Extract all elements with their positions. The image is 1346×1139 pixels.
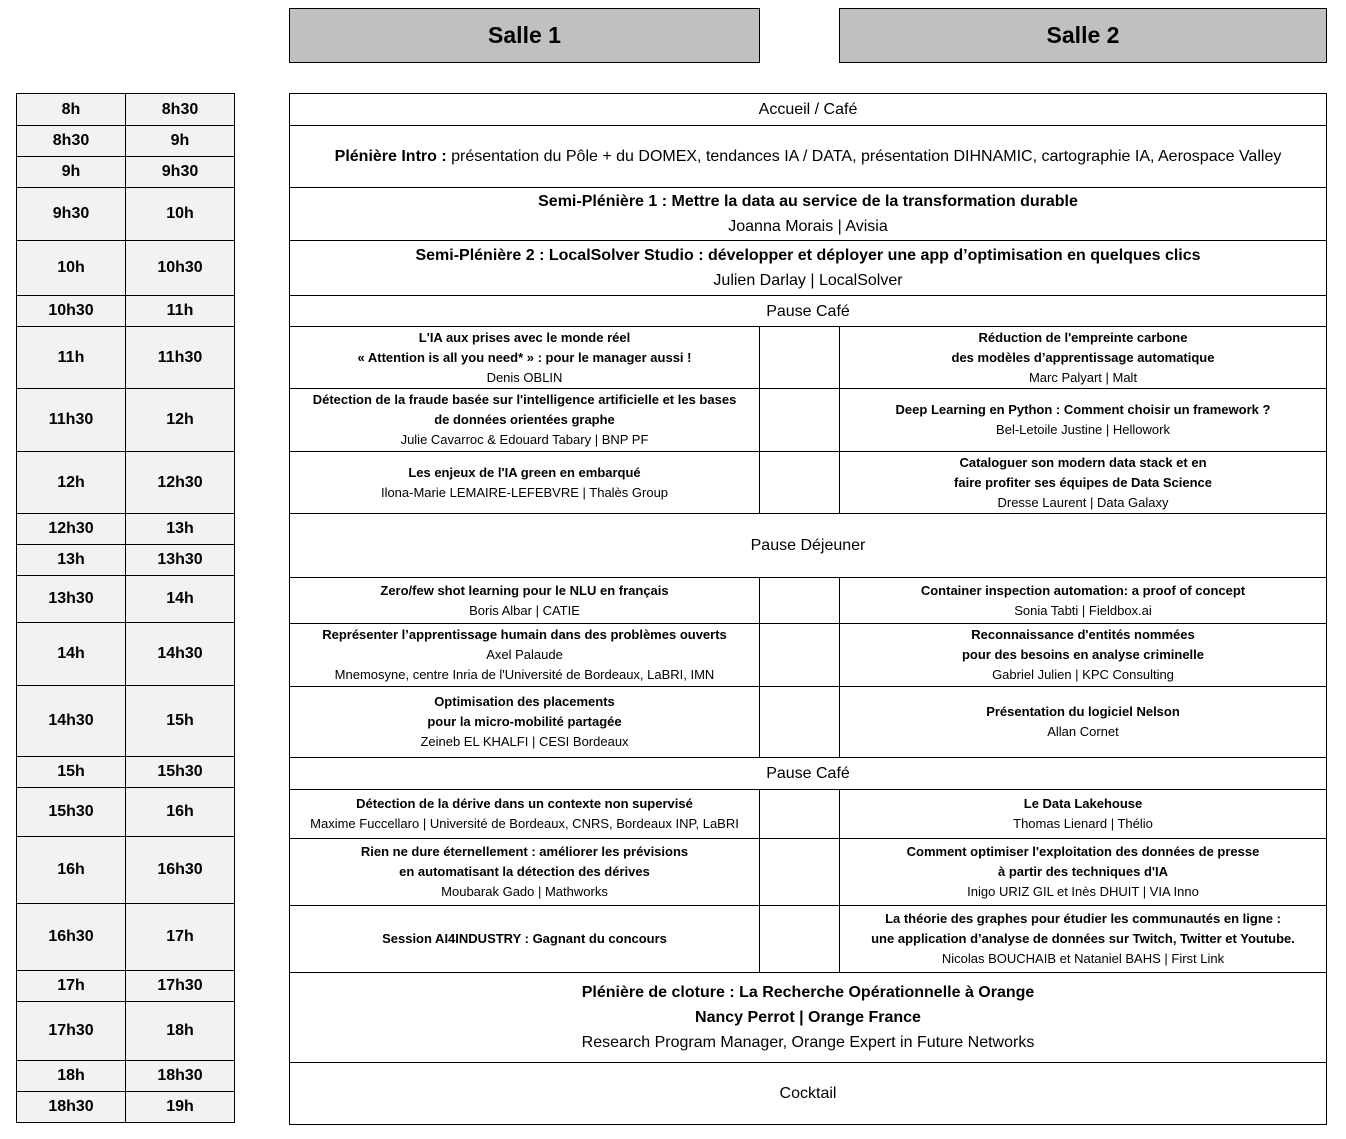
- talk-title-line: pour la micro-mobilité partagée: [427, 714, 622, 729]
- time-slot-start: 13h: [17, 545, 126, 576]
- talk-speaker-line: Dresse Laurent | Data Galaxy: [997, 494, 1169, 510]
- talk-title-line: Reconnaissance d'entités nommées: [971, 627, 1195, 642]
- talk-speaker-line: Allan Cornet: [1047, 724, 1119, 739]
- talk-title-line: Présentation du logiciel Nelson: [986, 704, 1180, 719]
- time-slot-end: 15h30: [126, 757, 235, 788]
- talk-title-line: La théorie des graphes pour étudier les communautés en ligne :: [885, 911, 1281, 926]
- talk-title-line: Zero/few shot learning pour le NLU en français: [380, 582, 669, 598]
- pause-cafe-morning-row: [289, 295, 1327, 327]
- talk-title-line: « Attention is all you need* » : pour le manager aussi !: [357, 349, 692, 365]
- talk-title-line: Réduction de l'empreinte carbone: [978, 329, 1188, 345]
- talk-speaker-line: Inigo URIZ GIL et Inès DHUIT | VIA Inno: [967, 884, 1199, 899]
- semi-pleniere-1-row: [289, 187, 1327, 241]
- pleniere-intro-row: [289, 125, 1327, 188]
- time-slot-row: [17, 157, 235, 188]
- time-slot-end: 18h: [126, 1002, 235, 1061]
- talk-speaker-line: Zeineb EL KHALFI | CESI Bordeaux: [420, 734, 629, 749]
- talk-cell-morning-3-salle-2: [839, 451, 1327, 514]
- time-slot-row: [17, 837, 235, 904]
- talk-title-line: pour des besoins en analyse criminelle: [961, 647, 1205, 662]
- time-slot-start: 10h: [17, 241, 126, 296]
- time-slot-start: 11h: [17, 327, 126, 389]
- talk-speaker-line: Denis OBLIN: [486, 369, 563, 385]
- time-slot-row: [17, 545, 235, 576]
- time-slot-end: 10h: [126, 188, 235, 241]
- talk-title-line: Comment optimiser l'exploitation des données de presse: [906, 844, 1260, 859]
- time-slot-row: [17, 1092, 235, 1123]
- time-slot-row: [17, 576, 235, 623]
- time-slot-start: 16h: [17, 837, 126, 904]
- talk-speaker-line: Bel-Letoile Justine | Hellowork: [996, 422, 1170, 437]
- talk-cell-afternoon-1-salle-2: [839, 577, 1327, 624]
- time-slot-end: 16h30: [126, 837, 235, 904]
- time-slot-start: 18h: [17, 1061, 126, 1092]
- talk-title-line: Cataloguer son modern data stack et en: [959, 454, 1207, 470]
- time-slot-end: 12h30: [126, 452, 235, 514]
- time-slot-row: [17, 241, 235, 296]
- talk-speaker-line: Marc Palyart | Malt: [1028, 369, 1138, 385]
- talk-cell-morning-2-salle-1: [289, 388, 760, 452]
- pleniere-intro-description: présentation du Pôle + du DOMEX, tendances IA / DATA, présentation DIHNAMIC, cartographie IA, Aerospace Valley: [446, 148, 1282, 165]
- pleniere-intro-title: Plénière Intro :: [334, 148, 447, 165]
- talk-cell-afternoon-6-salle-2: [839, 905, 1327, 973]
- empty-spacer-cell: [759, 789, 840, 839]
- cocktail-label: Cocktail: [779, 1085, 837, 1102]
- time-slot-end: 19h: [126, 1092, 235, 1123]
- talk-cell-morning-3-salle-1: [289, 451, 760, 514]
- talk-speaker-line: Gabriel Julien | KPC Consulting: [992, 667, 1174, 682]
- time-slot-row: [17, 126, 235, 157]
- cocktail-row: [289, 1062, 1327, 1125]
- time-slot-row: [17, 389, 235, 452]
- talk-title-line: Optimisation des placements: [434, 694, 615, 709]
- time-slot-end: 8h30: [126, 94, 235, 126]
- time-slot-row: [17, 904, 235, 971]
- time-slot-end: 9h: [126, 126, 235, 157]
- talk-title-line: Représenter l’apprentissage humain dans des problèmes ouverts: [322, 627, 727, 642]
- time-slot-row: [17, 623, 235, 686]
- time-slot-start: 17h30: [17, 1002, 126, 1061]
- talk-cell-afternoon-4-salle-1: [289, 789, 760, 839]
- talk-speaker-line: Maxime Fuccellaro | Université de Bordeaux, CNRS, Bordeaux INP, LaBRI: [310, 816, 739, 831]
- talk-speaker-line: Ilona-Marie LEMAIRE-LEFEBVRE | Thalès Group: [380, 484, 669, 500]
- talk-title-line: Session AI4INDUSTRY : Gagnant du concours: [382, 931, 667, 946]
- pause-label: Pause Déjeuner: [750, 537, 866, 554]
- empty-spacer-cell: [759, 686, 840, 758]
- time-slot-start: 9h30: [17, 188, 126, 241]
- pause-label: Pause Café: [766, 302, 850, 320]
- time-slot-start: 9h: [17, 157, 126, 188]
- semi-pleniere-2-row: [289, 240, 1327, 296]
- pause-cafe-afternoon-row: [289, 757, 1327, 790]
- talk-title-line: Détection de la dérive dans un contexte non supervisé: [356, 796, 693, 811]
- talk-cell-afternoon-6-salle-1: [289, 905, 760, 973]
- talk-title-line: faire profiter ses équipes de Data Science: [954, 474, 1212, 490]
- talk-cell-morning-1-salle-1: [289, 326, 760, 389]
- time-slot-end: 13h30: [126, 545, 235, 576]
- time-slot-end: 11h: [126, 296, 235, 327]
- talk-title-line: Deep Learning en Python : Comment choisir un framework ?: [895, 402, 1271, 417]
- talk-title-line: de données orientées graphe: [434, 412, 615, 427]
- time-slot-row: [17, 757, 235, 788]
- time-slot-row: [17, 327, 235, 389]
- time-slot-end: 13h: [126, 514, 235, 545]
- talk-cell-afternoon-2-salle-1: [289, 623, 760, 687]
- time-slot-start: 15h: [17, 757, 126, 788]
- time-slot-end: 16h: [126, 788, 235, 837]
- time-slot-start: 10h30: [17, 296, 126, 327]
- talk-speaker-line: Moubarak Gado | Mathworks: [441, 884, 608, 899]
- talk-title-line: Container inspection automation: a proof of concept: [920, 582, 1246, 598]
- time-slot-end: 15h: [126, 686, 235, 757]
- empty-spacer-cell: [759, 905, 840, 973]
- talk-cell-morning-2-salle-2: [839, 388, 1327, 452]
- time-slot-row: [17, 788, 235, 837]
- time-slot-start: 17h: [17, 971, 126, 1002]
- talk-cell-afternoon-4-salle-2: [839, 789, 1327, 839]
- talk-title-line: Rien ne dure éternellement : améliorer les prévisions: [360, 844, 689, 859]
- talk-title-line: à partir des techniques d'IA: [998, 864, 1168, 879]
- closing-speaker-role: Research Program Manager, Orange Expert in Future Networks: [581, 1034, 1035, 1051]
- time-slot-row: [17, 452, 235, 514]
- session-title: Semi-Plénière 2 : LocalSolver Studio : développer et déployer une app d’optimisation en quelques clics: [415, 247, 1201, 264]
- time-slot-start: 12h: [17, 452, 126, 514]
- talk-title-line: une application d’analyse de données sur Twitch, Twitter et Youtube.: [871, 931, 1295, 946]
- time-slot-start: 8h: [17, 94, 126, 126]
- talk-speaker-line: Thomas Lienard | Thélio: [1013, 816, 1153, 831]
- talk-title-line: en automatisant la détection des dérives: [399, 864, 650, 879]
- time-slot-row: [17, 1002, 235, 1061]
- talk-cell-afternoon-5-salle-2: [839, 838, 1327, 906]
- talk-cell-afternoon-2-salle-2: [839, 623, 1327, 687]
- time-slot-start: 12h30: [17, 514, 126, 545]
- time-slot-start: 11h30: [17, 389, 126, 452]
- talk-speaker-line: Boris Albar | CATIE: [469, 602, 580, 618]
- talk-speaker-line: Julie Cavarroc & Edouard Tabary | BNP PF: [400, 432, 649, 447]
- room-header-salle-2: [839, 8, 1327, 63]
- time-slot-row: [17, 971, 235, 1002]
- time-slot-end: 17h: [126, 904, 235, 971]
- talk-title-line: Les enjeux de l'IA green en embarqué: [408, 464, 641, 480]
- time-slot-row: [17, 514, 235, 545]
- time-slot-start: 8h30: [17, 126, 126, 157]
- time-slot-row: [17, 686, 235, 757]
- time-slots-table: [16, 93, 235, 1123]
- time-slot-row: [17, 296, 235, 327]
- empty-spacer-cell: [759, 623, 840, 687]
- talk-title-line: des modèles d’apprentissage automatique: [951, 349, 1215, 365]
- pause-label: Pause Café: [766, 765, 850, 782]
- talk-speaker-line: Mnemosyne, centre Inria de l'Université de Bordeaux, LaBRI, IMN: [334, 667, 715, 682]
- empty-spacer-cell: [759, 388, 840, 452]
- time-slot-end: 12h: [126, 389, 235, 452]
- session-speaker: Julien Darlay | LocalSolver: [713, 272, 903, 289]
- pause-dejeuner-row: [289, 513, 1327, 578]
- accueil-label: Accueil / Café: [758, 101, 858, 118]
- talk-speaker-line: Axel Palaude: [486, 647, 563, 662]
- closing-speaker: Nancy Perrot | Orange France: [695, 1009, 921, 1026]
- talk-title-line: Détection de la fraude basée sur l'intelligence artificielle et les bases: [312, 392, 737, 407]
- time-slot-end: 10h30: [126, 241, 235, 296]
- talk-cell-afternoon-5-salle-1: [289, 838, 760, 906]
- talk-speaker-line: Nicolas BOUCHAIB et Nataniel BAHS | First Link: [941, 951, 1225, 966]
- time-slot-end: 11h30: [126, 327, 235, 389]
- closing-title: Plénière de cloture : La Recherche Opérationnelle à Orange: [581, 984, 1035, 1001]
- talk-cell-afternoon-3-salle-1: [289, 686, 760, 758]
- time-slot-start: 18h30: [17, 1092, 126, 1123]
- empty-spacer-cell: [759, 451, 840, 514]
- room-label: Salle 1: [488, 22, 561, 48]
- time-slot-end: 9h30: [126, 157, 235, 188]
- time-slot-start: 16h30: [17, 904, 126, 971]
- time-slot-row: [17, 188, 235, 241]
- room-header-salle-1: [289, 8, 760, 63]
- session-title: Semi-Plénière 1 : Mettre la data au service de la transformation durable: [538, 193, 1078, 210]
- talk-title-line: Le Data Lakehouse: [1023, 796, 1143, 811]
- time-slot-end: 14h: [126, 576, 235, 623]
- empty-spacer-cell: [759, 838, 840, 906]
- time-slot-start: 14h: [17, 623, 126, 686]
- time-slot-row: [17, 94, 235, 126]
- time-slot-end: 17h30: [126, 971, 235, 1002]
- pleniere-cloture-row: [289, 972, 1327, 1063]
- session-speaker: Joanna Morais | Avisia: [728, 218, 888, 235]
- time-slot-start: 15h30: [17, 788, 126, 837]
- room-label: Salle 2: [1046, 22, 1120, 48]
- time-slot-start: 13h30: [17, 576, 126, 623]
- time-slot-end: 18h30: [126, 1061, 235, 1092]
- talk-speaker-line: Sonia Tabti | Fieldbox.ai: [1014, 602, 1152, 618]
- talk-cell-afternoon-1-salle-1: [289, 577, 760, 624]
- time-slot-start: 14h30: [17, 686, 126, 757]
- time-slot-row: [17, 1061, 235, 1092]
- time-slot-end: 14h30: [126, 623, 235, 686]
- talk-cell-morning-1-salle-2: [839, 326, 1327, 389]
- accueil-row: [289, 93, 1327, 126]
- talk-title-line: L'IA aux prises avec le monde réel: [418, 329, 631, 345]
- empty-spacer-cell: [759, 326, 840, 389]
- empty-spacer-cell: [759, 577, 840, 624]
- talk-cell-afternoon-3-salle-2: [839, 686, 1327, 758]
